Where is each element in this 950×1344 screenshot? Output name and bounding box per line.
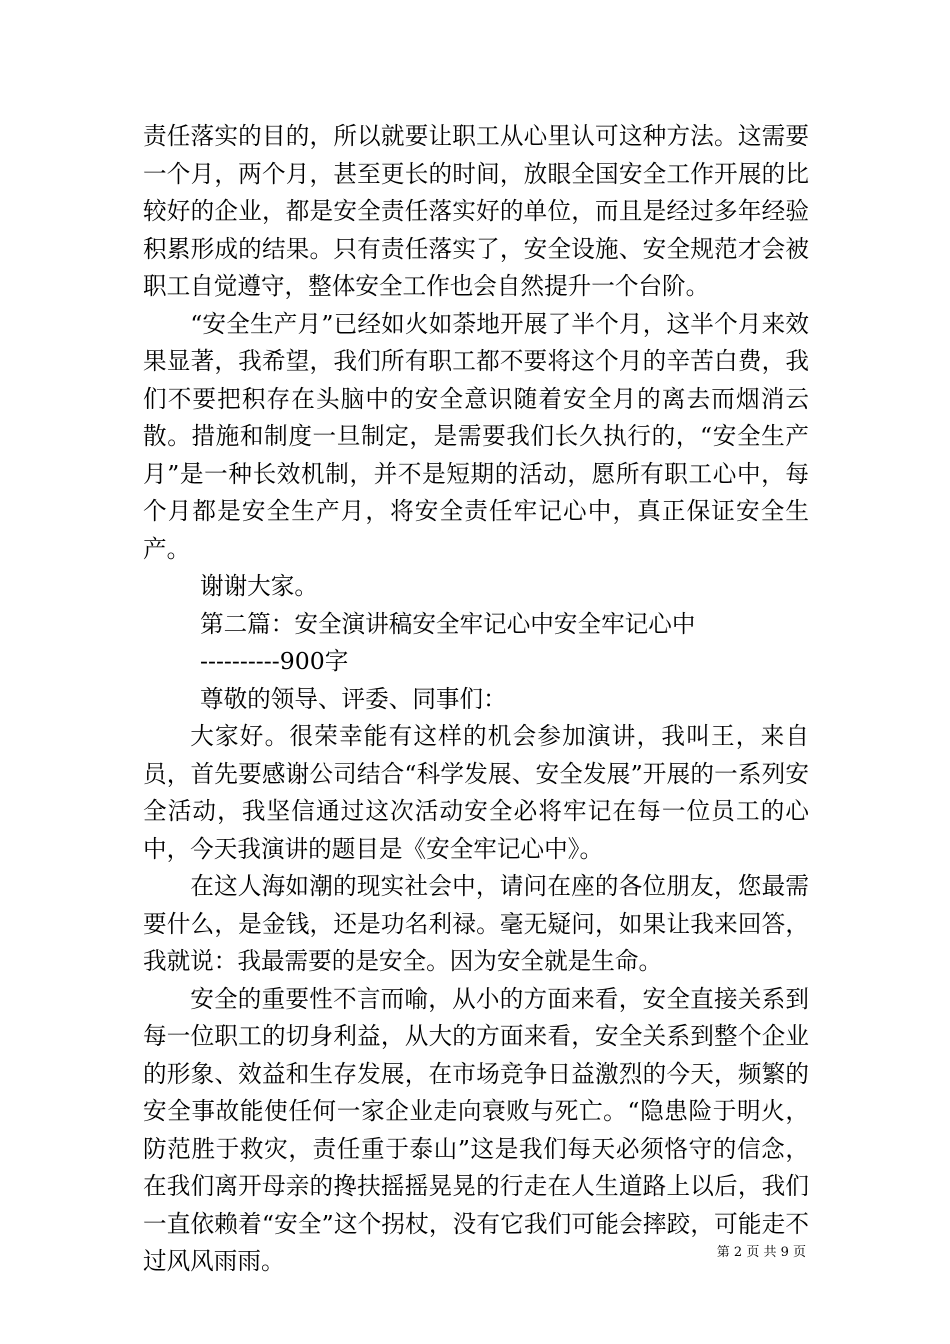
paragraph-safety-month: “安全生产月”已经如火如荼地开展了半个月，这半个月来效果显著，我希望，我们所有职工都不要将这个月的辛苦白费，我们不要把积存在头脑中的安全意识随着安全月的离去而烟消云散。措施和制度一旦制定，是需要我们长久执行的，“安全生产月”是一种长效机制，并不是短期的活动，愿所有职工心中，每个月都是安全生产月，将安全责任牢记心中，真正保证安全生产。 (143, 309, 809, 563)
paragraph-greeting: 大家好。很荣幸能有这样的机会参加演讲，我叫王，来自员，首先要感谢公司结合“科学发展、安全发展”开展的一系列安全活动，我坚信通过这次活动安全必将牢记在每一位员工的心中，今天我演讲的题目是《安全牢记心中》。 (143, 722, 809, 863)
paragraph-thanks: 谢谢大家。 (200, 572, 318, 600)
word-count: ----------900字 (200, 647, 349, 675)
page-number: 第 2 页 共 9 页 (716, 1245, 806, 1260)
paragraph-importance: 安全的重要性不言而喻，从小的方面来看，安全直接关系到每一位职工的切身利益，从大的方面来看，安全关系到整个企业的形象、效益和生存发展，在市场竞争日益激烈的今天，频繁的安全事故能使任何一家企业走向衰败与死亡。“隐患险于明火，防范胜于救灾，责任重于泰山”这是我们每天必须恪守的信念，在我们离开母亲的搀扶摇摇晃晃的行走在人生道路上以后，我们一直依赖着“安全”这个拐杖，没有它我们可能会摔跤，可能走不过风风雨雨。 (143, 984, 809, 1275)
section-heading: 第二篇：安全演讲稿安全牢记心中安全牢记心中 (200, 609, 696, 638)
paragraph-continuation: 责任落实的目的，所以就要让职工从心里认可这种方法。这需要一个月，两个月，甚至更长的时间，放眼全国安全工作开展的比较好的企业，都是安全责任落实好的单位，而且是经过多年经验积累形成的结果。只有责任落实了，安全设施、安全规范才会被职工自觉遵守，整体安全工作也会自然提升一个台阶。 (143, 122, 809, 300)
salutation: 尊敬的领导、评委、同事们： (200, 684, 507, 713)
paragraph-question: 在这人海如潮的现实社会中，请问在座的各位朋友，您最需要什么，是金钱，还是功名利禄。毫无疑问，如果让我来回答，我就说：我最需要的是安全。因为安全就是生命。 (143, 872, 809, 975)
document-body (143, 118, 809, 1281)
